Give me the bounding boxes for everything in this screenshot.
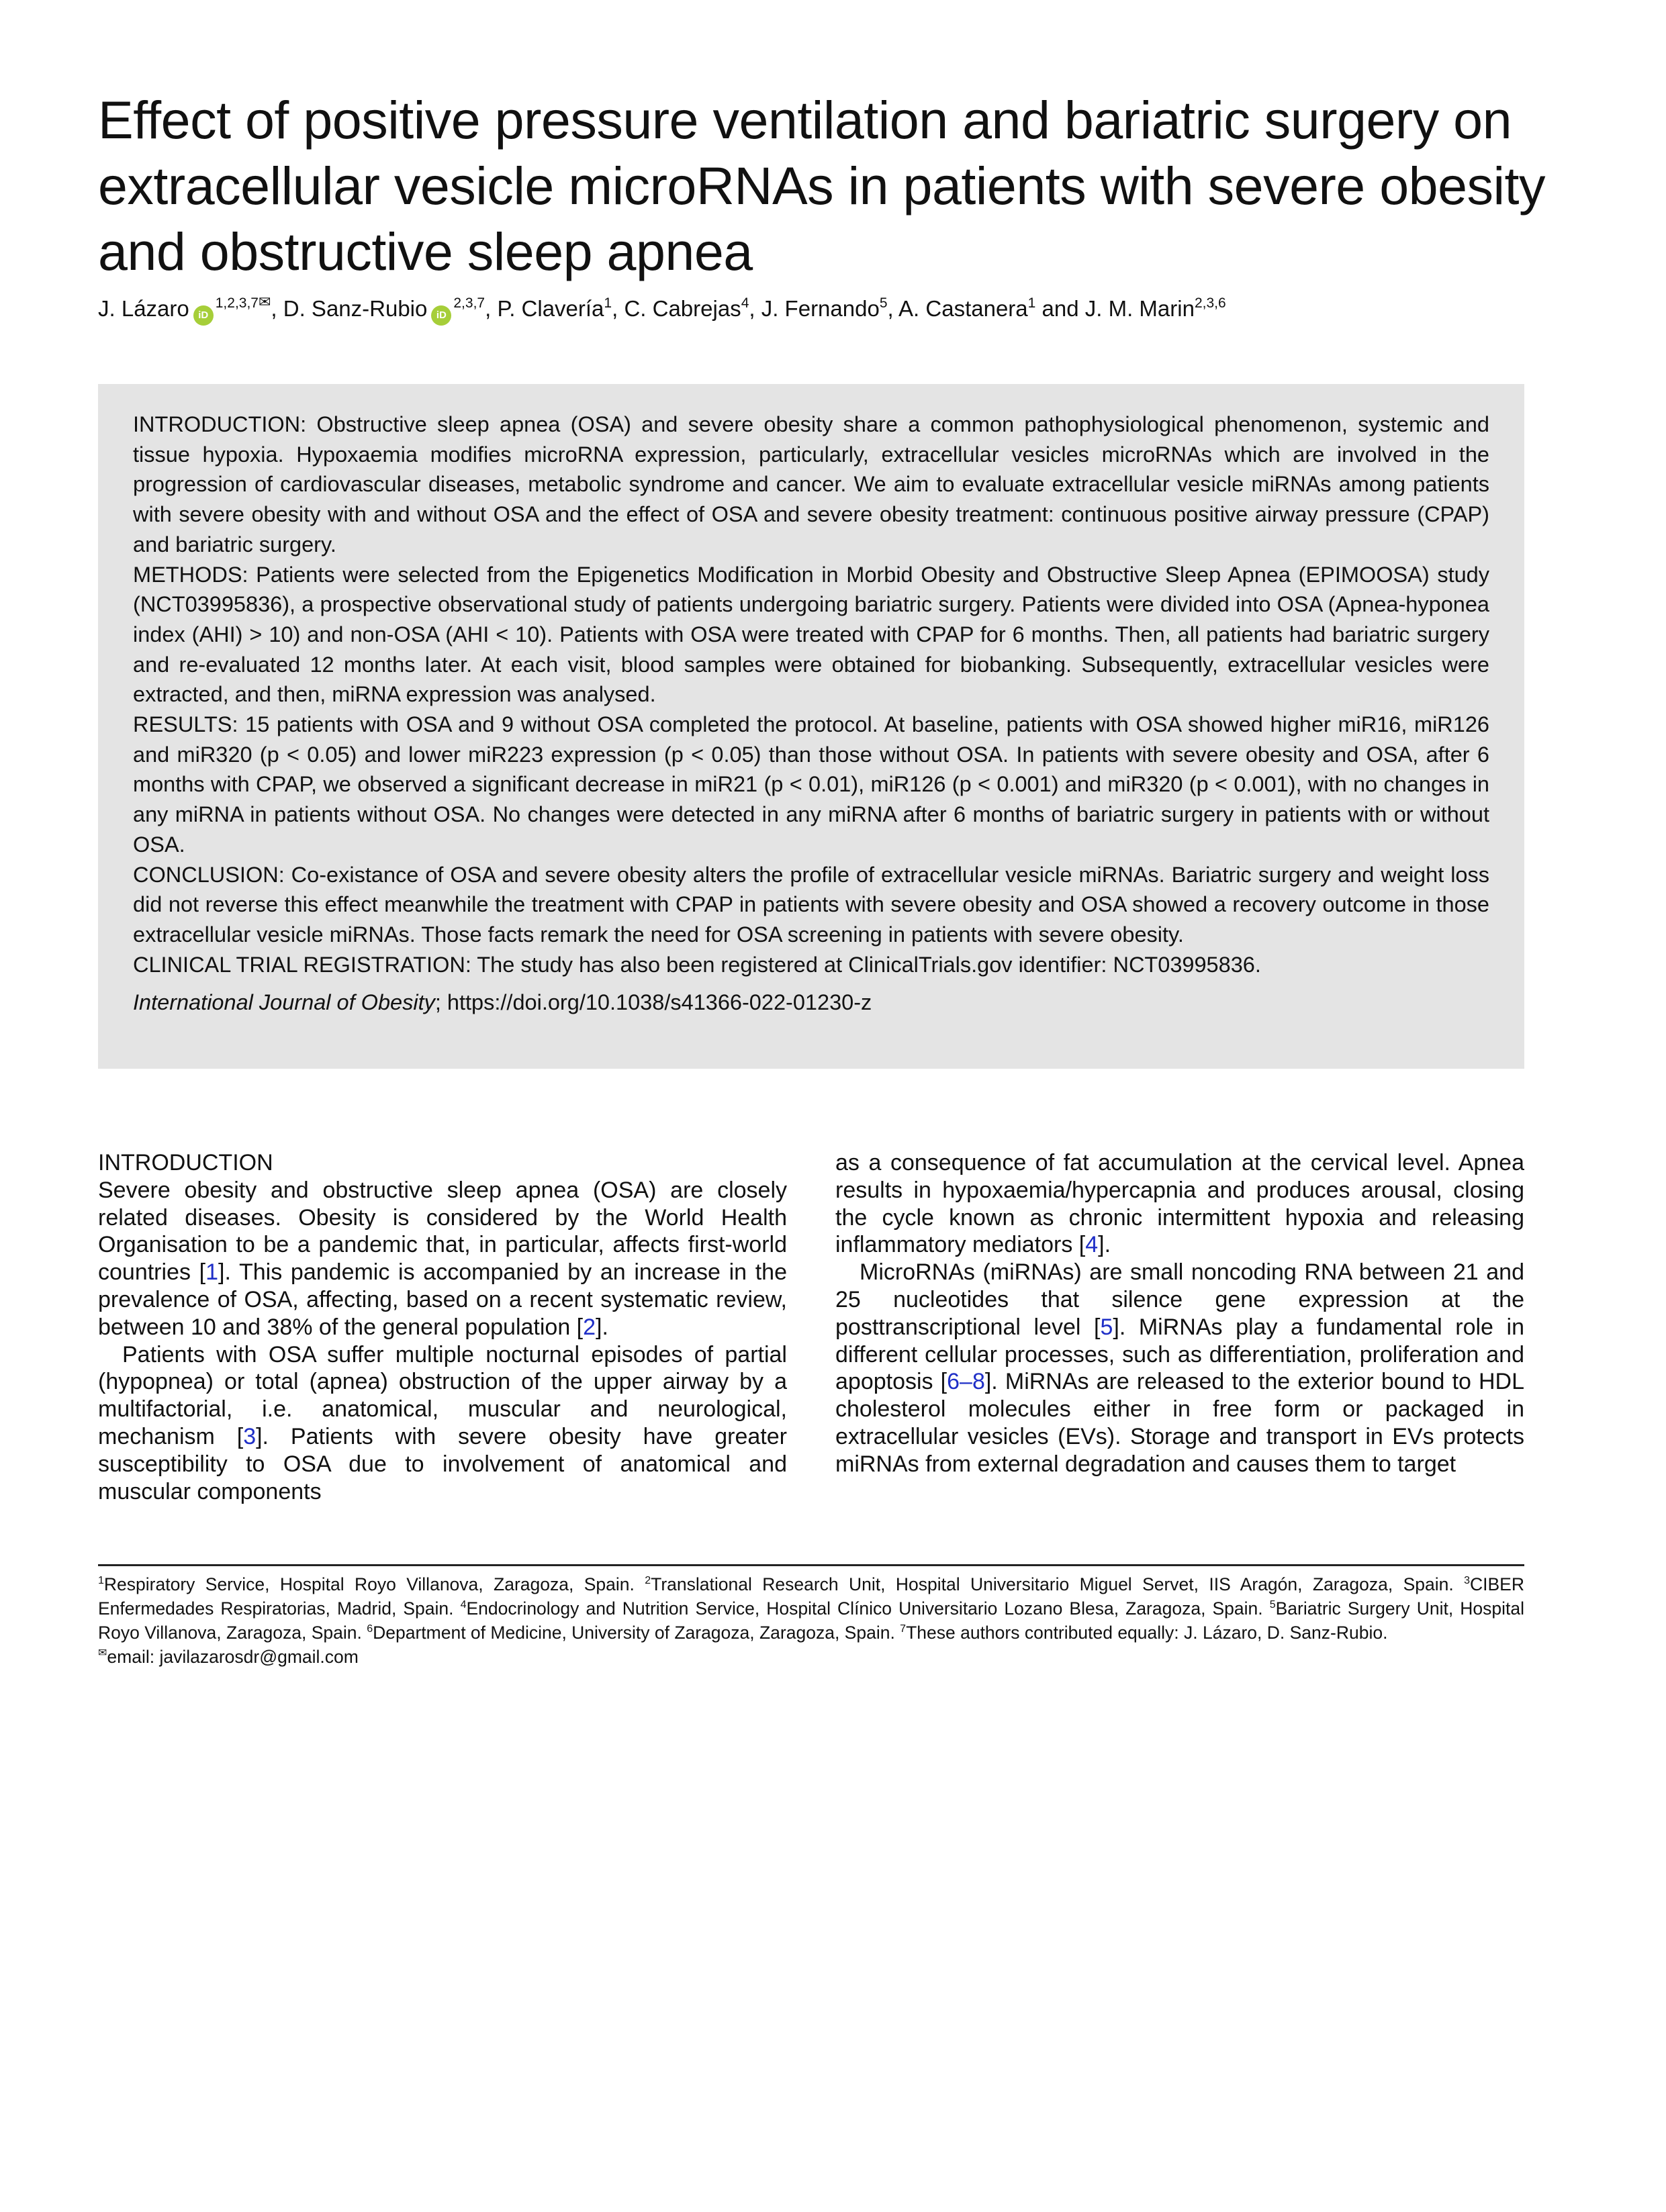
reference-link[interactable]: 4: [1085, 1232, 1099, 1258]
author-name: J. Fernando: [761, 296, 880, 321]
section-heading-introduction: INTRODUCTION: [98, 1150, 273, 1175]
author-affiliations: 2,3,6: [1194, 295, 1226, 311]
author-name[interactable]: J. Lázaro: [98, 296, 189, 321]
affiliation-number: 3: [1464, 1575, 1470, 1586]
affiliation-number: 6: [367, 1623, 373, 1635]
abstract-results: RESULTS: 15 patients with OSA and 9 without OSA completed the protocol. At baseline, patients with OSA showed higher miR16, miR126 and miR320 (p < 0.05) and lower miR223 expression (p < 0.05) than those without OSA. In patients with severe obesity and OSA, after 6 months with CPAP, we observed a significant decrease in miR21 (p < 0.01), miR126 (p < 0.001) and miR320 (p < 0.001), with no changes in any miRNA in patients without OSA. No changes were detected in any miRNA after 6 months of bariatric surgery in patients with or without OSA.: [133, 712, 1489, 857]
author-name: J. M. Marin: [1084, 296, 1195, 321]
reference-link[interactable]: 6–8: [947, 1369, 985, 1395]
affiliation-number: 1: [98, 1575, 104, 1586]
reference-link[interactable]: 5: [1100, 1314, 1113, 1340]
body-column-right: [835, 1149, 1524, 1478]
author-separator: ,: [887, 296, 899, 321]
body-column-left: [98, 1149, 787, 1505]
envelope-icon[interactable]: ✉: [258, 293, 271, 310]
abstract-registration: CLINICAL TRIAL REGISTRATION: The study has also been registered at ClinicalTrials.gov identifier: NCT03995836.: [133, 952, 1261, 977]
author-name: C. Cabrejas: [624, 296, 741, 321]
correspondence-email[interactable]: email: javilazarosdr@gmail.com: [107, 1647, 359, 1667]
affiliation-text: CIBER Enfermedades Respiratorias, Madrid, Spain.: [98, 1574, 1524, 1619]
author-separator: ,: [271, 296, 283, 321]
abstract-content: [133, 410, 1489, 1018]
footnotes: [98, 1572, 1524, 1669]
author-affiliations: 1,2,3,7: [215, 295, 259, 311]
author-separator: ,: [612, 296, 624, 321]
reference-link[interactable]: 3: [243, 1423, 257, 1449]
paragraph-text: Patients with OSA suffer multiple nocturnal episodes of partial (hypopnea) or total (apnea) obstruction of the upper airway by a multifactorial, i.e. anatomical, muscular and neurological, mechanism [: [98, 1341, 787, 1449]
author-name: A. Castanera: [898, 296, 1028, 321]
body-paragraph: [98, 1177, 787, 1341]
author-affiliations: 4: [741, 295, 749, 311]
affiliation-number: 4: [460, 1599, 467, 1610]
author-separator: and: [1035, 296, 1085, 321]
paragraph-text: as a consequence of fat accumulation at the cervical level. Apnea results in hypoxaemia/hypercapnia and produces arousal, closing the cycle known as chronic intermittent hypoxia and releasing inflammatory mediators [: [835, 1150, 1524, 1258]
paragraph-text: ]. Patients with severe obesity have greater susceptibility to OSA due to involvement of anatomical and muscular components: [98, 1423, 787, 1504]
author-name[interactable]: D. Sanz-Rubio: [283, 296, 428, 321]
orcid-icon[interactable]: iD: [431, 305, 451, 326]
correspondence-footnote: [98, 1645, 1524, 1669]
affiliation-text: Translational Research Unit, Hospital Universitario Miguel Servet, IIS Aragón, Zaragoza, Spain.: [651, 1574, 1465, 1594]
affiliation-text: Department of Medicine, University of Zaragoza, Zaragoza, Spain.: [373, 1623, 900, 1643]
abstract-introduction: INTRODUCTION: Obstructive sleep apnea (OSA) and severe obesity share a common pathophysiological phenomenon, systemic and tissue hypoxia. Hypoxaemia modifies microRNA expression, particularly, extracellular vesicles microRNAs which are involved in the progression of cardiovascular diseases, metabolic syndrome and cancer. We aim to evaluate extracellular vesicle miRNAs among patients with severe obesity with and without OSA and the effect of OSA and severe obesity treatment: continuous positive airway pressure (CPAP) and bariatric surgery.: [133, 412, 1489, 557]
author-affiliations: 5: [879, 295, 888, 311]
body-paragraph: [835, 1259, 1524, 1478]
paragraph-text: ]. This pandemic is accompanied by an increase in the prevalence of OSA, affecting, based on a recent systematic review, between 10 and 38% of the general population [: [98, 1259, 787, 1340]
reference-link[interactable]: 2: [583, 1314, 596, 1340]
footnote-divider: [98, 1564, 1524, 1566]
author-list: [98, 295, 1548, 326]
body-paragraph: [98, 1341, 787, 1506]
journal-citation: [133, 988, 1489, 1018]
reference-link[interactable]: 1: [205, 1259, 219, 1286]
author-affiliations: 1: [604, 295, 612, 311]
paragraph-text: MicroRNAs (miRNAs) are small noncoding RNA between 21 and 25 nucleotides that silence gene expression at the posttranscriptional level [: [835, 1259, 1524, 1340]
author-affiliations: 1: [1027, 295, 1036, 311]
abstract-methods: METHODS: Patients were selected from the Epigenetics Modification in Morbid Obesity and Obstructive Sleep Apnea (EPIMOOSA) study (NCT03995836), a prospective observational study of patients undergoing bariatric surgery. Patients were divided into OSA (Apnea-hyponea index (AHI) > 10) and non-OSA (AHI < 10). Patients with OSA were treated with CPAP for 6 months. Then, all patients had bariatric surgery and re-evaluated 12 months later. At each visit, blood samples were obtained for biobanking. Subsequently, extracellular vesicles were extracted, and then, miRNA expression was analysed.: [133, 562, 1489, 707]
article-title: Effect of positive pressure ventilation and bariatric surgery on extracellular vesicle microRNAs in patients with severe obesity and obstructive sleep apnea: [98, 90, 1546, 281]
paragraph-text: Severe obesity and obstructive sleep apnea (OSA) are closely related diseases. Obesity is considered by the World Health Organisation to be a pandemic that, in particular, affects first-world countries [: [98, 1177, 787, 1286]
affiliation-number: 7: [900, 1623, 907, 1635]
affiliation-text: Endocrinology and Nutrition Service, Hospital Clínico Universitario Lozano Blesa, Zaragoza, Spain.: [466, 1598, 1270, 1619]
envelope-icon: ✉: [98, 1647, 107, 1659]
paragraph-text: ].: [596, 1314, 608, 1340]
citation-separator: ;: [434, 990, 447, 1015]
body-paragraph: [835, 1149, 1524, 1259]
affiliations-footnote: [98, 1572, 1524, 1645]
author-separator: ,: [749, 296, 761, 321]
doi-link[interactable]: https://doi.org/10.1038/s41366-022-01230-z: [447, 990, 872, 1015]
author-name: P. Clavería: [497, 296, 604, 321]
journal-name: International Journal of Obesity: [133, 990, 435, 1015]
paragraph-text: ].: [1098, 1232, 1111, 1258]
affiliation-text: Respiratory Service, Hospital Royo Villanova, Zaragoza, Spain.: [103, 1574, 645, 1594]
affiliation-text: These authors contributed equally: J. Lázaro, D. Sanz-Rubio.: [906, 1623, 1388, 1643]
affiliation-text: Bariatric Surgery Unit, Hospital Royo Villanova, Zaragoza, Spain.: [98, 1598, 1524, 1643]
author-affiliations: 2,3,7: [453, 295, 485, 311]
abstract-box: [98, 384, 1524, 1069]
orcid-icon[interactable]: iD: [193, 305, 214, 326]
affiliation-number: 5: [1269, 1599, 1276, 1610]
affiliation-number: 2: [645, 1575, 651, 1586]
paragraph-text: ]. MiRNAs play a fundamental role in different cellular processes, such as differentiation, proliferation and apoptosis [: [835, 1314, 1524, 1395]
abstract-conclusion: CONCLUSION: Co-existance of OSA and severe obesity alters the profile of extracellular vesicle miRNAs. Bariatric surgery and weight loss did not reverse this effect meanwhile the treatment with CPAP in patients with severe obesity and OSA showed a recovery outcome in those extracellular vesicle miRNAs. Those facts remark the need for OSA screening in patients with severe obesity.: [133, 862, 1489, 947]
paragraph-text: ]. MiRNAs are released to the exterior bound to HDL cholesterol molecules either in free form or packaged in extracellular vesicles (EVs). Storage and transport in EVs protects miRNAs from external degradation and causes them to target: [835, 1369, 1524, 1477]
author-separator: ,: [485, 296, 498, 321]
